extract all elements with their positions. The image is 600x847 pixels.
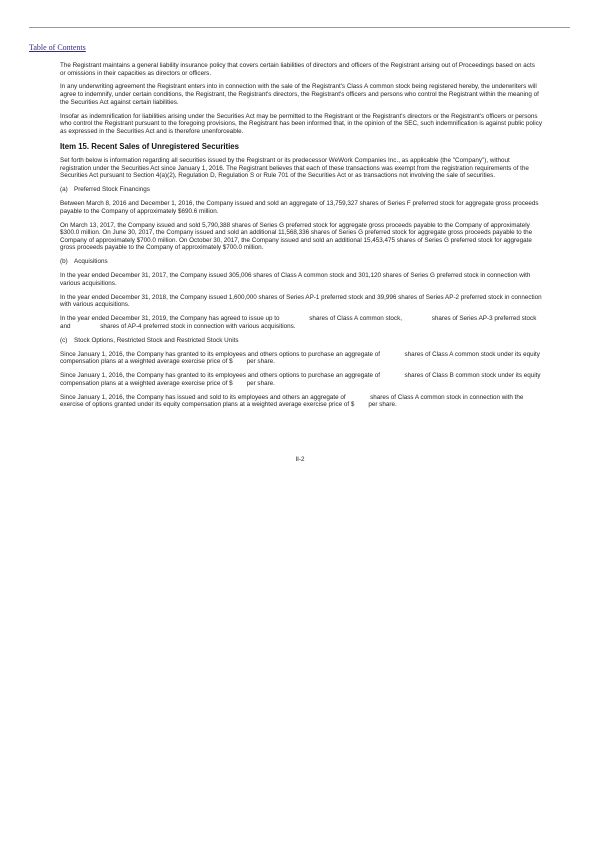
paragraph-insurance: The Registrant maintains a general liability insurance policy that covers certain liabilities of directors and officers of the Registrant arising out of Proceedings based on acts or omissions in their capacities as directors or officers. [60,62,535,77]
section-c-paragraph-2: Since January 1, 2016, the Company has granted to its employees and others options to purchase an aggregate of shares of Class B common stock under its equity compensation plans at a weighted average exercise price of $ per share. [60,372,543,387]
page-number: II-2 [295,456,305,463]
section-c-title: Stock Options, Restricted Stock and Restricted Stock Units [74,336,239,344]
section-b-heading [60,258,542,266]
section-c-paragraph-1: Since January 1, 2016, the Company has granted to its employees and others options to purchase an aggregate of shares of Class A common stock under its equity compensation plans at a weighted average exercise price of $ per share. [60,350,542,366]
section-a-heading [60,186,542,194]
section-c-letter: (c) [60,336,68,344]
section-b-letter: (b) [60,258,68,266]
section-a-title: Preferred Stock Financings [74,186,150,194]
item15-heading: Item 15. Recent Sales of Unregistered Securities [60,141,239,151]
item15-intro: Set forth below is information regarding all securities issued by the Registrant or its predecessor WeWork Companies Inc., as applicable (the "Company"), without registration under the Securities Act since January 1, 2016. The Registrant believes that each of these transactions was exempt from the registration requirements of the Securities Act pursuant to Section 4(a)(2), Regulation D, Regulation S or Rule 701 of the Securities Act or as transactions not involving the sale of securities. [60,157,531,180]
section-c-heading [60,337,542,345]
section-b-paragraph-1: In the year ended December 31, 2017, the Company issued 305,006 shares of Class A common stock and 301,120 shares of Series G preferred stock in connection with various acquisitions. [60,272,531,287]
section-a-letter: (a) [60,186,68,194]
top-divider [29,27,570,28]
paragraph-underwriting: In any underwriting agreement the Registrant enters into in connection with the sale of the Registrant's Class A common stock being registered hereby, the underwriters will agree to indemnify, under certain conditions, the Registrant, the Registrant's directors, the Registrant's officers and persons who control the Registrant within the meaning of the Securities Act against certain liabilities. [60,83,539,106]
section-b-title: Acquisitions [74,258,108,266]
document-body [60,62,542,415]
paragraph-indemnification: Insofar as indemnification for liabilities arising under the Securities Act may be permitted to the Registrant or the Registrant's directors or the Registrant's officers or persons who control the Registrant pursuant to the foregoing provisions, the Registrant has been informed that, in the opinion of the SEC, such indemnification is against public policy as expressed in the Securities Act and is therefore unenforceable. [60,112,542,135]
section-b-paragraph-2: In the year ended December 31, 2018, the Company issued 1,600,000 shares of Series AP-1 preferred stock and 39,996 shares of Series AP-2 preferred stock in connection with various acquisitions. [60,293,542,309]
section-c-paragraph-3: Since January 1, 2016, the Company has issued and sold to its employees and others an aggregate of shares of Class A common stock in connection with the exercise of options granted under its equity compensation plans at a weighted average exercise price of $ per share. [60,393,526,409]
table-of-contents-link[interactable]: Table of Contents [29,43,86,52]
section-a-paragraph-2: On March 13, 2017, the Company issued and sold 5,790,388 shares of Series G preferred stock for aggregate gross proceeds payable to the Company of approximately $300.0 million. On June 30, 2017, the Company issued and sold an additional 11,568,336 shares of Series G preferred stock for aggregate gross proceeds payable to the Company of approximately $700.0 million. On October 30, 2017, the Company issued and sold an additional 15,453,475 shares of Series G preferred stock for aggregate gross proceeds payable to the Company of approximately $700.0 million. [60,221,533,252]
section-a-paragraph-1: Between March 8, 2016 and December 1, 2016, the Company issued and sold an aggregate of 13,759,327 shares of Series F preferred stock for aggregate gross proceeds payable to the Company of approximately $690.6 million. [60,200,539,215]
section-b-paragraph-3: In the year ended December 31, 2019, the Company has agreed to issue up to shares of Class A common stock, shares of Series AP-3 preferred stock and shares of AP-4 preferred stock in connection with various acquisitions. [60,315,539,330]
